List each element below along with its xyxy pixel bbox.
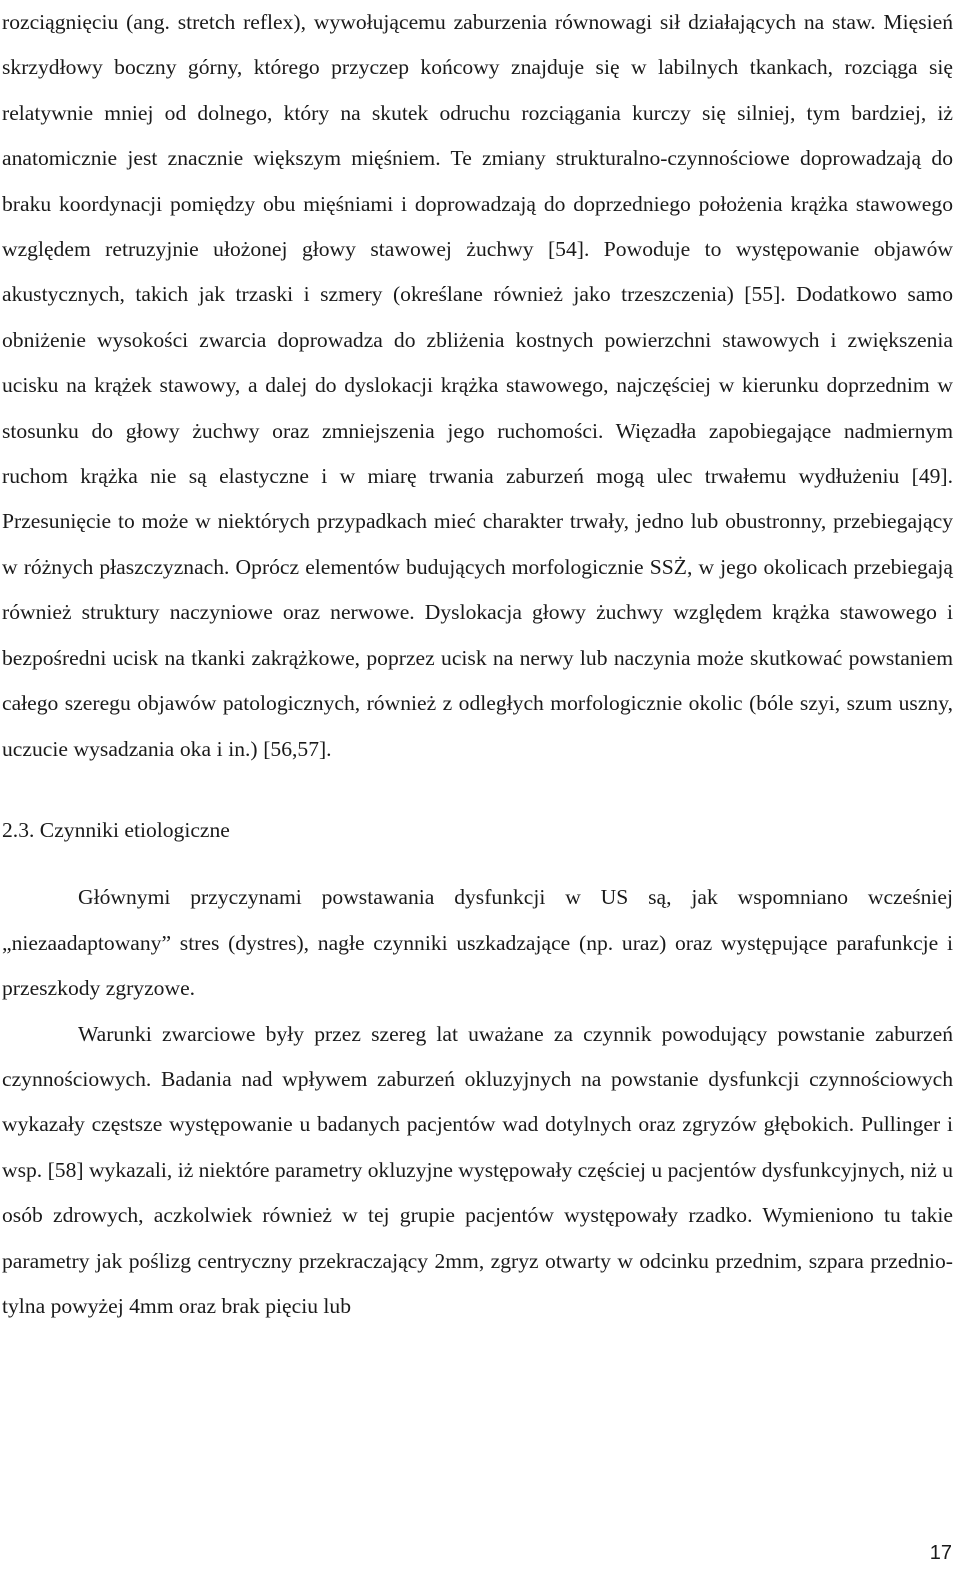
page-number: 17 [929,1542,952,1564]
body-paragraph-continued: rozciągnięciu (ang. stretch reflex), wywołującemu zaburzenia równowagi sił działających na staw. Mięsień skrzydłowy boczny górny, którego przyczep końcowy znajduje się w labilnych tkankach, rozciąga się relatywnie mniej od dolnego, który na skutek odruchu rozciągania kurczy się silniej, tym bardziej, iż anatomicznie jest znacznie większym mięśniem. Te zmiany strukturalno-czynnościowe doprowadzają do braku koordynacji pomiędzy obu mięśniami i doprowadzają do doprzedniego położenia krążka stawowego względem retruzyjnie ułożonej głowy stawowej żuchwy [54]. Powoduje to występowanie objawów akustycznych, takich jak trzaski i szmery (określane również jako trzeszczenia) [55]. Dodatkowo samo obniżenie wysokości zwarcia doprowadza do zbliżenia kostnych powierzchni stawowych i zwiększenia ucisku na krążek stawowy, a dalej do dyslokacji krążka stawowego, najczęściej w kierunku doprzednim w stosunku do głowy żuchwy oraz zmniejszenia jego ruchomości. Więzadła zapobiegające nadmiernym ruchom krążka nie są elastyczne i w miarę trwania zaburzeń mogą ulec trwałemu wydłużeniu [49]. Przesunięcie to może w niektórych przypadkach mieć charakter trwały, jedno lub obustronny, przebiegający w różnych płaszczyznach. Oprócz elementów budujących morfologicznie SSŻ, w jego okolicach przebiegają również struktury naczyniowe oraz nerwowe. Dyslokacja głowy żuchwy względem krążka stawowego i bezpośredni ucisk na tkanki zakrążkowe, poprzez ucisk na nerwy lub naczynia może skutkować powstaniem całego szeregu objawów patologicznych, również z odległych morfologicznie okolic (bóle szyi, szum uszny, uczucie wysadzania oka i in.) [56,57]. [2,10,953,761]
document-page [2,0,953,1329]
section-heading: 2.3. Czynniki etiologiczne [2,817,230,842]
spacer [2,772,953,808]
body-paragraph: Głównymi przyczynami powstawania dysfunkcji w US są, jak wspomniano wcześniej „niezaadaptowany” stres (dystres), nagłe czynniki uszkadzające (np. uraz) oraz występujące parafunkcje i przeszkody zgryzowe. [2,885,953,1001]
spacer [2,853,953,875]
body-paragraph: Warunki zwarciowe były przez szereg lat uważane za czynnik powodujący powstanie zaburzeń czynnościowych. Badania nad wpływem zaburzeń okluzyjnych na powstanie dysfunkcji czynnościowych wykazały częstsze występowanie u badanych pacjentów wad dotylnych oraz zgryzów głębokich. Pullinger i wsp. [58] wykazali, iż niektóre parametry okluzyjne występowały częściej u pacjentów dysfunkcyjnych, niż u osób zdrowych, aczkolwiek również w tej grupie pacjentów występowały rzadko. Wymieniono tu takie parametry jak poślizg centryczny przekraczający 2mm, zgryz otwarty w odcinku przednim, szpara przednio-tylna powyżej 4mm oraz brak pięciu lub [2,1021,954,1318]
